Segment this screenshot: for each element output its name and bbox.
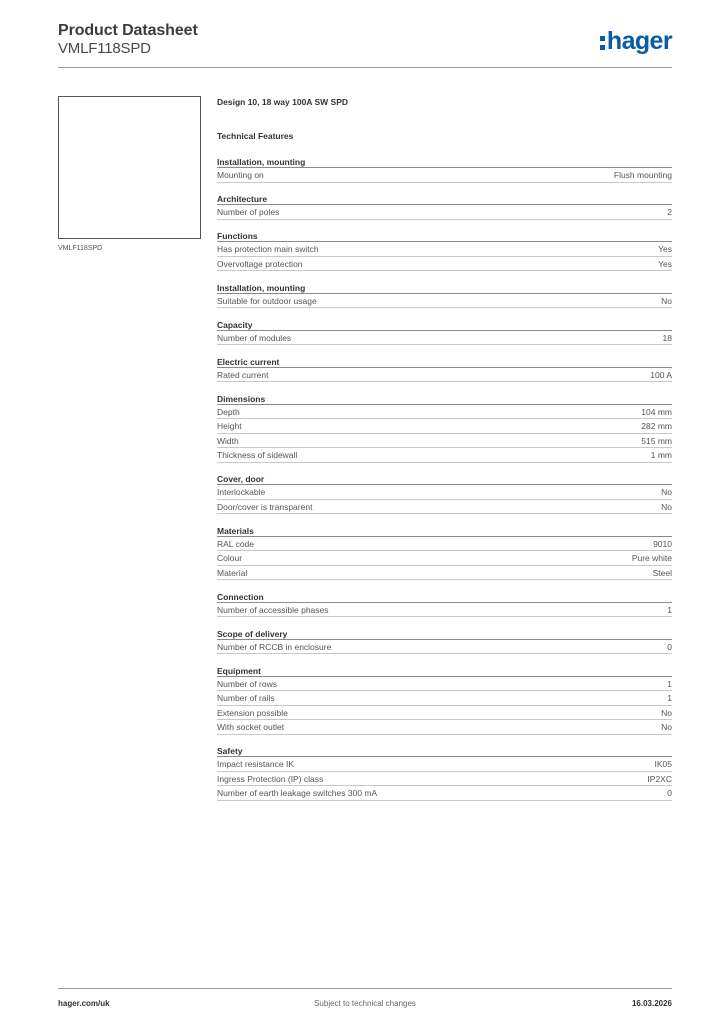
- feature-group-title: Cover, door: [217, 473, 672, 485]
- feature-row: [217, 640, 672, 655]
- feature-row: [217, 448, 672, 463]
- feature-value: No: [661, 487, 672, 497]
- feature-row: [217, 720, 672, 735]
- feature-group-title: Capacity: [217, 319, 672, 331]
- feature-row: [217, 603, 672, 618]
- product-code-subtitle: VMLF118SPD: [58, 40, 151, 57]
- product-image-caption: VMLF118SPD: [58, 245, 103, 252]
- footer-date: 16.03.2026: [631, 999, 672, 1008]
- feature-label: Number of earth leakage switches 300 mA: [217, 788, 378, 798]
- feature-value: 100 A: [650, 369, 672, 380]
- feature-value: Steel: [652, 567, 672, 578]
- feature-group-title: Dimensions: [217, 393, 672, 405]
- feature-row: [217, 677, 672, 692]
- feature-label: Overvoltage protection: [217, 258, 303, 269]
- feature-group-title: Functions: [217, 230, 672, 242]
- hager-logo: [600, 28, 672, 54]
- feature-label: Number of RCCB in enclosure: [217, 641, 332, 652]
- feature-value: No: [661, 707, 672, 718]
- feature-row: [217, 434, 672, 449]
- feature-group-title: Equipment: [217, 665, 672, 677]
- feature-value: 1: [667, 693, 672, 703]
- feature-value: Yes: [658, 244, 672, 254]
- feature-label: Number of rails: [217, 693, 275, 703]
- feature-value: 515 mm: [641, 435, 672, 446]
- page-header: [58, 22, 672, 68]
- feature-row: [217, 551, 672, 566]
- technical-features-heading: Technical Features: [217, 131, 294, 141]
- feature-row: [217, 419, 672, 434]
- feature-label: Number of accessible phases: [217, 604, 329, 615]
- technical-features-section: [217, 96, 672, 811]
- feature-value: 1: [667, 604, 672, 615]
- feature-label: Colour: [217, 553, 243, 563]
- feature-group-title: Installation, mounting: [217, 156, 672, 168]
- feature-group-title: Installation, mounting: [217, 282, 672, 294]
- feature-row: [217, 691, 672, 706]
- feature-group-title: Connection: [217, 591, 672, 603]
- feature-label: RAL code: [217, 538, 255, 549]
- feature-label: Material: [217, 567, 248, 578]
- footer-website-link[interactable]: hager.com/uk: [58, 999, 110, 1008]
- feature-row: [217, 786, 672, 801]
- page-footer: [58, 988, 672, 1008]
- document-title: Product Datasheet: [58, 22, 198, 39]
- feature-group-title: Architecture: [217, 193, 672, 205]
- feature-group: [217, 473, 672, 514]
- feature-group-title: Materials: [217, 525, 672, 537]
- feature-label: Ingress Protection (IP) class: [217, 773, 324, 784]
- feature-label: Height: [217, 421, 242, 431]
- feature-label: Thickness of sidewall: [217, 450, 298, 460]
- feature-label: Number of poles: [217, 207, 280, 217]
- feature-label: With socket outlet: [217, 722, 285, 732]
- feature-group-title: Electric current: [217, 356, 672, 368]
- feature-row: [217, 205, 672, 220]
- feature-row: [217, 757, 672, 772]
- feature-row: [217, 405, 672, 420]
- feature-row: [217, 485, 672, 500]
- feature-group: [217, 156, 672, 183]
- feature-row: [217, 294, 672, 309]
- feature-label: Depth: [217, 406, 240, 417]
- feature-group: [217, 230, 672, 271]
- feature-row: [217, 500, 672, 515]
- logo-text: hager: [606, 27, 672, 55]
- feature-value: 0: [667, 641, 672, 652]
- feature-value: 282 mm: [641, 421, 672, 431]
- feature-row: [217, 331, 672, 346]
- feature-value: Pure white: [631, 553, 672, 563]
- feature-label: Extension possible: [217, 707, 288, 718]
- feature-group-title: Scope of delivery: [217, 628, 672, 640]
- feature-label: Number of rows: [217, 678, 277, 689]
- feature-group-title: Safety: [217, 745, 672, 757]
- feature-value: 0: [667, 788, 672, 798]
- feature-value: No: [661, 722, 672, 732]
- footer-notice: Subject to technical changes: [314, 999, 416, 1008]
- feature-groups: [217, 156, 672, 801]
- feature-value: 2: [667, 207, 672, 217]
- feature-row: [217, 566, 672, 581]
- feature-value: IP2XC: [647, 773, 672, 784]
- feature-value: 9010: [653, 538, 672, 549]
- feature-row: [217, 772, 672, 787]
- feature-label: Interlockable: [217, 487, 266, 497]
- feature-label: Width: [217, 435, 239, 446]
- feature-value: 1: [667, 678, 672, 689]
- feature-row: [217, 242, 672, 257]
- product-image-placeholder: [58, 96, 201, 239]
- feature-row: [217, 168, 672, 183]
- feature-row: [217, 537, 672, 552]
- feature-value: No: [661, 501, 672, 512]
- feature-label: Rated current: [217, 369, 269, 380]
- feature-value: Flush mounting: [613, 170, 672, 180]
- feature-label: Impact resistance IK: [217, 759, 295, 769]
- feature-row: [217, 706, 672, 721]
- feature-value: Yes: [658, 258, 672, 269]
- logo-dots-icon: [600, 36, 605, 50]
- feature-value: 1 mm: [650, 450, 672, 460]
- product-description: Design 10, 18 way 100A SW SPD: [217, 97, 349, 107]
- feature-row: [217, 368, 672, 383]
- feature-group: [217, 525, 672, 581]
- feature-label: Door/cover is transparent: [217, 501, 313, 512]
- feature-label: Has protection main switch: [217, 244, 319, 254]
- feature-value: No: [661, 295, 672, 306]
- feature-value: 104 mm: [641, 406, 672, 417]
- feature-label: Suitable for outdoor usage: [217, 295, 317, 306]
- feature-group: [217, 393, 672, 463]
- feature-label: Mounting on: [217, 170, 264, 180]
- feature-group: [217, 591, 672, 618]
- feature-group: [217, 745, 672, 801]
- feature-row: [217, 257, 672, 272]
- feature-label: Number of modules: [217, 332, 292, 343]
- feature-group: [217, 319, 672, 346]
- feature-value: 18: [662, 332, 672, 343]
- feature-group: [217, 282, 672, 309]
- feature-group: [217, 193, 672, 220]
- feature-group: [217, 356, 672, 383]
- feature-group: [217, 665, 672, 735]
- feature-value: IK05: [654, 759, 672, 769]
- feature-group: [217, 628, 672, 655]
